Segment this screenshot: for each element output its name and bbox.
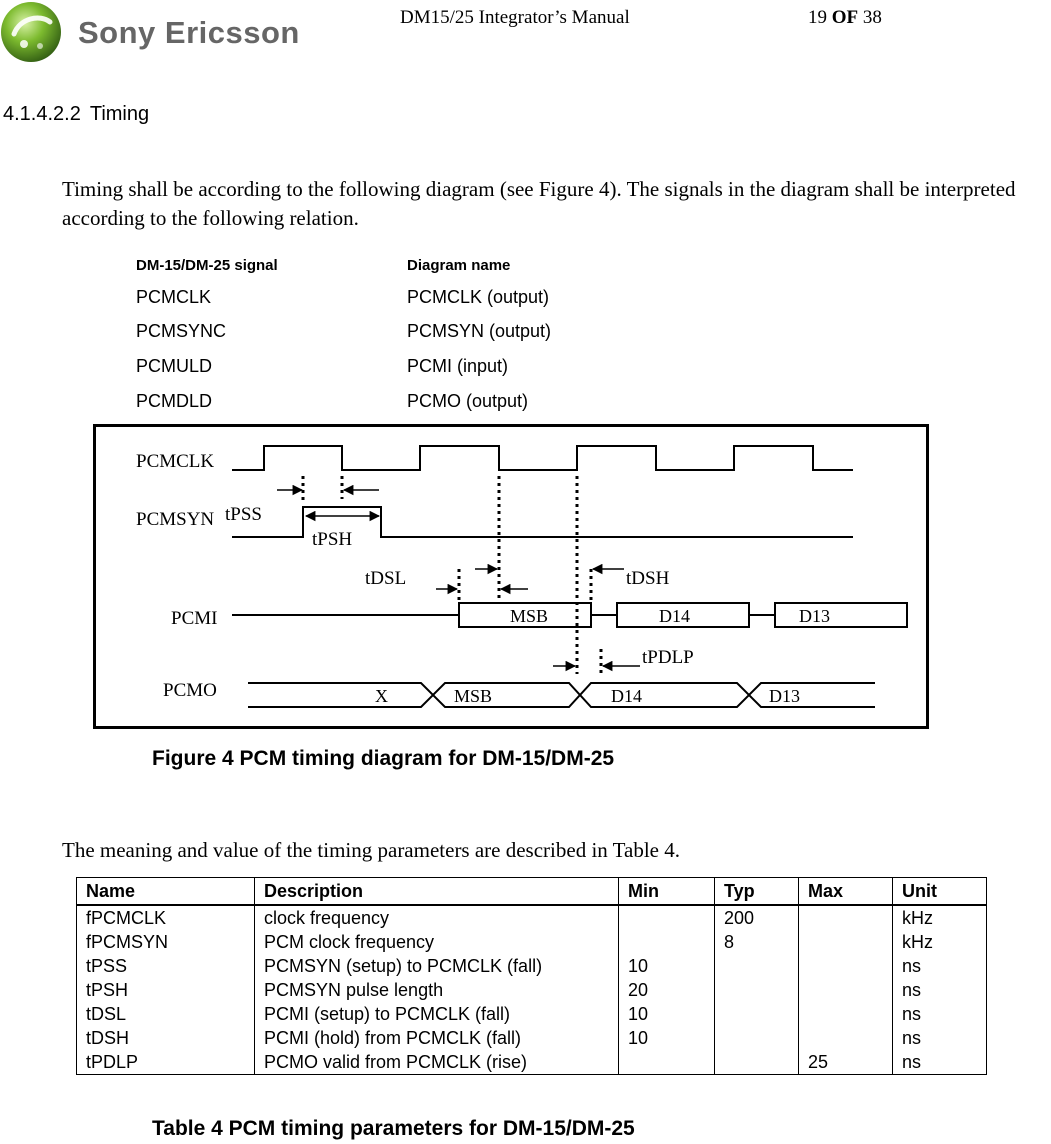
table-cell: 25 (799, 1050, 893, 1075)
table-cell (715, 1050, 799, 1075)
pcmi-cell-label: MSB (510, 606, 549, 626)
diagram-label-pcmclk: PCMCLK (136, 451, 215, 472)
logo-globe-icon (1, 2, 61, 62)
sony-ericsson-logo (0, 0, 320, 66)
table-cell: ns (893, 1050, 987, 1075)
table-cell (799, 978, 893, 1002)
page-of: OF (831, 7, 859, 28)
table-cell: tPSS (77, 954, 255, 978)
table-intro-paragraph: The meaning and value of the timing parameters are described in Table 4. (62, 838, 680, 862)
pcmo-cell-label: D13 (769, 686, 800, 706)
table-cell (799, 1026, 893, 1050)
table-row (77, 1026, 987, 1050)
table-row (77, 1050, 987, 1075)
page-number (808, 7, 882, 29)
table-header-cell: Unit (893, 878, 987, 906)
signal-map-name: PCMO (output) (407, 391, 529, 411)
logo-wordmark: Sony Ericsson (78, 15, 300, 50)
signal-map-signal: PCMDLD (136, 391, 213, 411)
pcmi-cell-label: D14 (659, 606, 690, 626)
page-current: 19 (808, 7, 827, 28)
timing-parameter-table (76, 877, 987, 1075)
table-cell: 200 (715, 905, 799, 930)
section-title: Timing (89, 103, 150, 125)
table-cell (799, 954, 893, 978)
diagram-label-tdsh: tDSH (626, 568, 670, 589)
signal-map-name: PCMCLK (output) (407, 287, 550, 307)
table-cell: tDSL (77, 1002, 255, 1026)
signal-map-signal: PCMCLK (136, 287, 212, 307)
pcmi-cell-label: D13 (799, 606, 830, 626)
pcmo-cell-label: D14 (611, 686, 642, 706)
section-heading (3, 103, 149, 126)
table-cell: 10 (619, 954, 715, 978)
table-header-cell: Max (799, 878, 893, 906)
diagram-label-tpdlp: tPDLP (642, 647, 694, 668)
table-cell: PCM clock frequency (255, 930, 619, 954)
diagram-label-pcmo: PCMO (163, 680, 217, 701)
table-row (77, 978, 987, 1002)
table-cell (799, 1002, 893, 1026)
table-header-row (77, 878, 987, 906)
table-cell: ns (893, 1026, 987, 1050)
diagram-label-tpss: tPSS (225, 504, 262, 525)
table-header-cell: Description (255, 878, 619, 906)
table-header-cell: Name (77, 878, 255, 906)
table-cell: 20 (619, 978, 715, 1002)
table-cell: 10 (619, 1002, 715, 1026)
table-cell (619, 905, 715, 930)
table-cell (715, 978, 799, 1002)
signal-map-signal: PCMSYNC (136, 321, 227, 341)
table-caption: Table 4 PCM timing parameters for DM-15/DM-25 (152, 1117, 635, 1140)
table-header-cell: Typ (715, 878, 799, 906)
section-number: 4.1.4.2.2 (3, 103, 81, 125)
table-cell: 10 (619, 1026, 715, 1050)
signal-map-col2-header: Diagram name (407, 257, 511, 274)
table-cell: 8 (715, 930, 799, 954)
diagram-label-tdsl: tDSL (365, 568, 407, 589)
diagram-label-pcmi: PCMI (171, 608, 218, 629)
table-cell: kHz (893, 930, 987, 954)
table-cell (715, 1026, 799, 1050)
diagram-label-pcmsyn: PCMSYN (136, 509, 215, 530)
table-cell: tPSH (77, 978, 255, 1002)
pcm-timing-diagram (93, 424, 929, 729)
table-cell (715, 954, 799, 978)
table-cell: ns (893, 1002, 987, 1026)
table-cell (799, 905, 893, 930)
table-cell: PCMSYN (setup) to PCMCLK (fall) (255, 954, 619, 978)
signal-map-name: PCMI (input) (407, 356, 509, 376)
table-cell (619, 930, 715, 954)
table-row (77, 930, 987, 954)
table-cell: tPDLP (77, 1050, 255, 1075)
signal-map-name: PCMSYN (output) (407, 321, 552, 341)
document-title: DM15/25 Integrator’s Manual (400, 7, 630, 28)
table-cell (715, 1002, 799, 1026)
table-cell (619, 1050, 715, 1075)
table-row (77, 1002, 987, 1026)
table-row (77, 954, 987, 978)
signal-map-signal: PCMULD (136, 356, 213, 376)
signal-map-col1-header: DM-15/DM-25 signal (136, 257, 278, 274)
table-cell: ns (893, 954, 987, 978)
table-row (77, 905, 987, 930)
table-cell: ns (893, 978, 987, 1002)
pcmo-cell-label: X (375, 686, 388, 706)
table-cell: PCMO valid from PCMCLK (rise) (255, 1050, 619, 1075)
table-cell: tDSH (77, 1026, 255, 1050)
intro-paragraph: Timing shall be according to the following diagram (see Figure 4). The signals in the diagram shall be interpreted according to the following relation. (62, 177, 1016, 230)
table-cell (799, 930, 893, 954)
table-header-cell: Min (619, 878, 715, 906)
page-total: 38 (862, 7, 882, 28)
table-cell: fPCMCLK (77, 905, 255, 930)
figure-caption: Figure 4 PCM timing diagram for DM-15/DM-25 (152, 747, 615, 770)
pcmo-cell-label: MSB (454, 686, 493, 706)
diagram-label-tpsh: tPSH (312, 529, 353, 550)
table-cell: kHz (893, 905, 987, 930)
table-cell: PCMI (setup) to PCMCLK (fall) (255, 1002, 619, 1026)
table-cell: PCMI (hold) from PCMCLK (fall) (255, 1026, 619, 1050)
table-cell: fPCMSYN (77, 930, 255, 954)
table-cell: PCMSYN pulse length (255, 978, 619, 1002)
table-cell: clock frequency (255, 905, 619, 930)
